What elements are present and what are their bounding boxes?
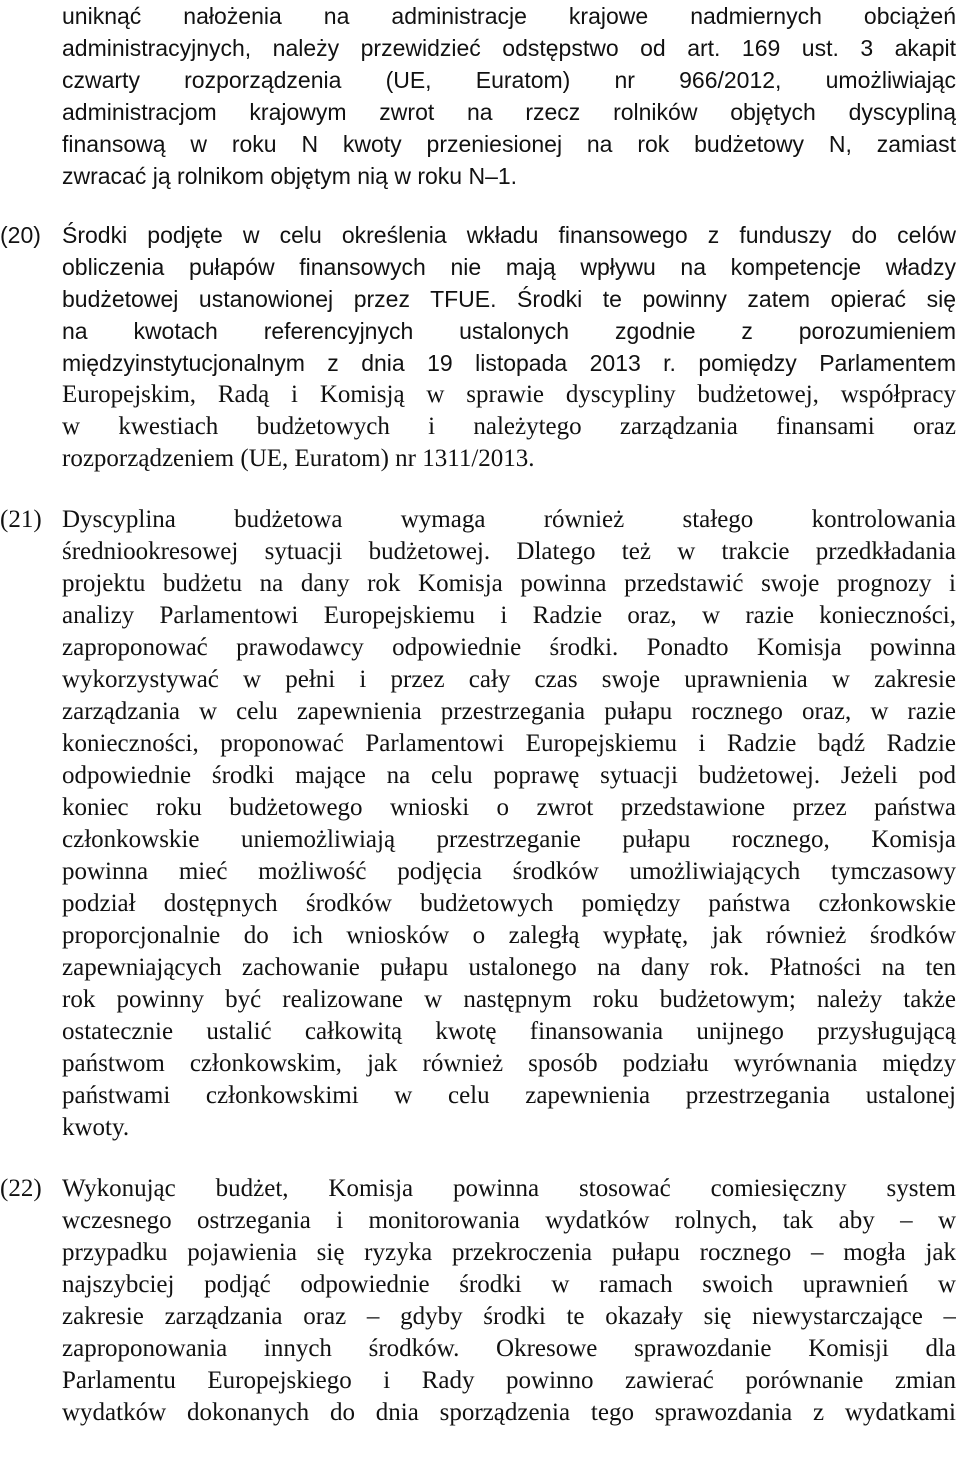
text-line: średniookresowej sytuacji budżetowej. Dlatego też w trakcie przedkładania: [62, 538, 956, 565]
text-line: wykorzystywać w pełni i przez cały czas swoje uprawnienia w zakresie: [62, 666, 956, 693]
text-line: administracjom krajowym zwrot na rzecz rolników objętych dyscypliną: [62, 99, 956, 125]
text-line: czwarty rozporządzenia (UE, Euratom) nr 966/2012, umożliwiając: [62, 67, 956, 93]
text-line: konieczności, proponować Parlamentowi Europejskiemu i Radzie bądź Radzie: [62, 730, 956, 757]
text-line: w kwestiach budżetowych i należytego zarządzania finansami oraz: [62, 413, 956, 440]
text-line: powinna mieć możliwość podjęcia środków umożliwiających tymczasowy: [62, 858, 956, 885]
text-line: zaproponowania innych środków. Okresowe sprawozdanie Komisji dla: [62, 1335, 956, 1362]
text-line: wydatków dokonanych do dnia sporządzenia tego sprawozdania z wydatkami: [62, 1399, 956, 1426]
text-line: zarządzania w celu zapewnienia przestrzegania pułapu rocznego oraz, w razie: [62, 698, 956, 725]
text-line: finansową w roku N kwoty przeniesionej na rok budżetowy N, zamiast: [62, 131, 956, 157]
text-line: analizy Parlamentowi Europejskiemu i Radzie oraz, w razie konieczności,: [62, 602, 956, 629]
text-line: państwom członkowskim, jak również sposób podziału wyrównania między: [62, 1050, 956, 1077]
paragraph-number: (21): [0, 506, 42, 533]
text-line: zwracać ją rolnikom objętym nią w roku N–1.: [62, 163, 518, 189]
text-line: międzyinstytucjonalnym z dnia 19 listopada 2013 r. pomiędzy Parlamentem: [62, 350, 956, 376]
text-line: projektu budżetu na dany rok Komisja powinna przedstawić swoje prognozy i: [62, 570, 956, 597]
text-line: odpowiednie środki mające na celu poprawę sytuacji budżetowej. Jeżeli pod: [62, 762, 956, 789]
text-line: na kwotach referencyjnych ustalonych zgodnie z porozumieniem: [62, 318, 956, 344]
text-line: członkowskie uniemożliwiają przestrzeganie pułapu rocznego, Komisja: [62, 826, 956, 853]
text-line: Parlamentu Europejskiego i Rady powinno zawierać porównanie zmian: [62, 1367, 956, 1394]
text-line: ostatecznie ustalić całkowitą kwotę finansowania unijnego przysługującą: [62, 1018, 956, 1045]
paragraph-number: (20): [0, 222, 41, 248]
text-line: Dyscyplina budżetowa wymaga również stałego kontrolowania: [62, 506, 956, 533]
text-line: proporcjonalnie do ich wniosków o zaległą wypłatę, jak również środków: [62, 922, 956, 949]
paragraph-number: (22): [0, 1175, 42, 1202]
text-line: zaproponować prawodawcy odpowiednie środki. Ponadto Komisja powinna: [62, 634, 956, 661]
text-line: zapewniających zachowanie pułapu ustalonego na dany rok. Płatności na ten: [62, 954, 956, 981]
text-line: wczesnego ostrzegania i monitorowania wydatków rolnych, tak aby – w: [62, 1207, 956, 1234]
text-line: podział dostępnych środków budżetowych pomiędzy państwa członkowskie: [62, 890, 956, 917]
text-line: administracyjnych, należy przewidzieć odstępstwo od art. 169 ust. 3 akapit: [62, 35, 956, 61]
text-line: budżetowej ustanowionej przez TFUE. Środki te powinny zatem opierać się: [62, 286, 956, 312]
text-line: Środki podjęte w celu określenia wkładu finansowego z funduszy do celów: [62, 222, 956, 248]
text-line: przypadku pojawienia się ryzyka przekroczenia pułapu rocznego – mogła jak: [62, 1239, 956, 1266]
text-line: państwami członkowskimi w celu zapewnienia przestrzegania ustalonej: [62, 1082, 956, 1109]
text-line: Europejskim, Radą i Komisją w sprawie dyscypliny budżetowej, współpracy: [62, 381, 956, 408]
text-line: uniknąć nałożenia na administracje krajowe nadmiernych obciążeń: [62, 3, 956, 29]
text-line: obliczenia pułapów finansowych nie mają wpływu na kompetencje władzy: [62, 254, 956, 280]
text-line: rozporządzeniem (UE, Euratom) nr 1311/2013.: [62, 445, 535, 472]
text-line: rok powinny być realizowane w następnym roku budżetowym; należy także: [62, 986, 956, 1013]
text-line: najszybciej podjąć odpowiednie środki w ramach swoich uprawnień w: [62, 1271, 956, 1298]
text-line: zakresie zarządzania oraz – gdyby środki te okazały się niewystarczające –: [62, 1303, 956, 1330]
text-line: koniec roku budżetowego wnioski o zwrot przedstawione przez państwa: [62, 794, 956, 821]
text-line: kwoty.: [62, 1114, 130, 1141]
text-line: Wykonując budżet, Komisja powinna stosować comiesięczny system: [62, 1175, 956, 1202]
